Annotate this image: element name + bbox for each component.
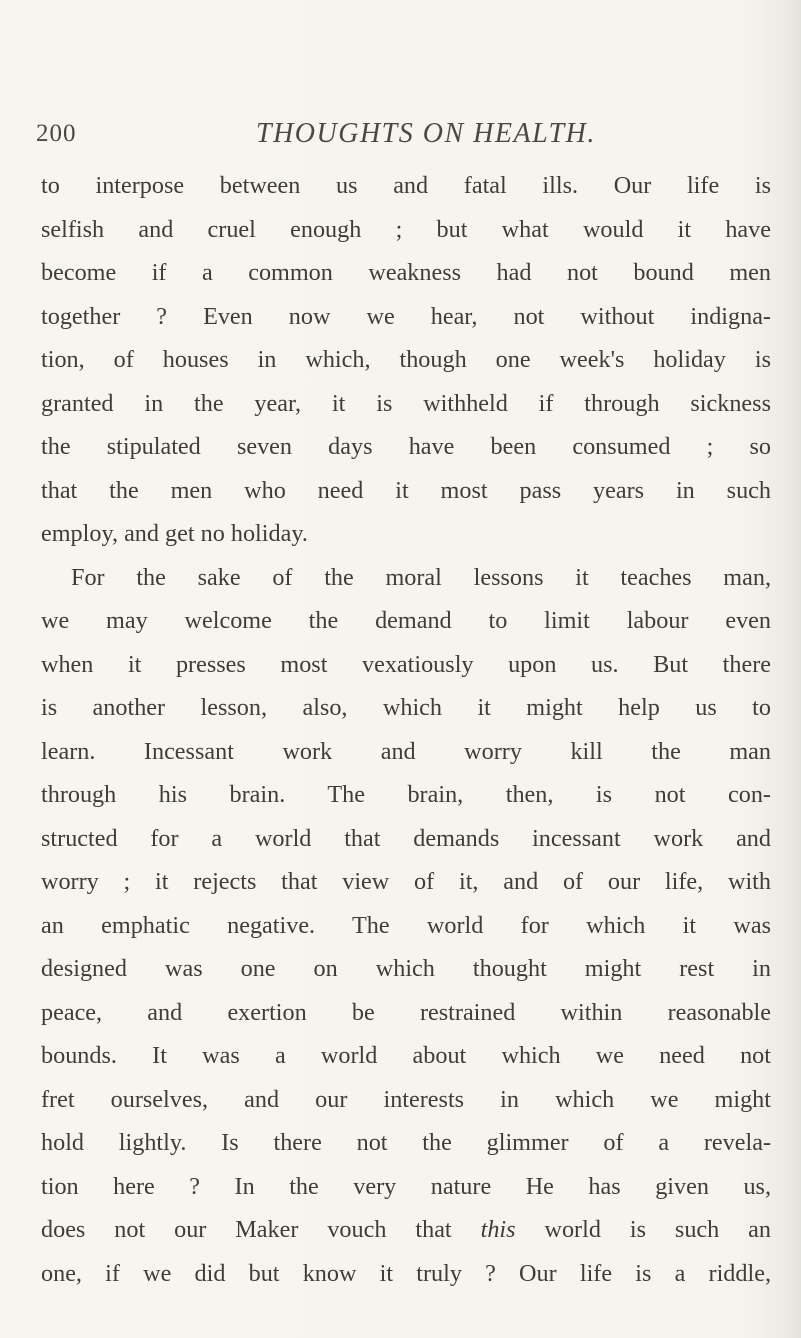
text-line: peace, and exertion be restrained within reasonable [41,998,771,1026]
page-number: 200 [36,120,77,147]
text-line: an emphatic negative. The world for which it was [41,911,771,939]
text-line: bounds. It was a world about which we need not [41,1042,771,1069]
text-line: we may welcome the demand to limit labour even [41,607,771,634]
text-line: learn. Incessant work and worry kill the man [41,737,771,765]
text-segment: world is such an [544,1216,772,1243]
text-line: one, if we did but know it truly ? Our life is a riddle, [41,1259,771,1287]
text-line: become if a common weakness had not bound men [41,259,771,286]
text-line: together ? Even now we hear, not without indigna- [41,302,771,330]
text-line [41,1208,771,1252]
page-header [36,120,776,160]
text-segment: does not our Maker vouch that [41,1216,452,1243]
body-text [41,164,771,1295]
text-line: to interpose between us and fatal ills. Our life is [41,172,771,199]
text-line: selfish and cruel enough ; but what would it have [41,215,771,243]
text-line: through his brain. The brain, then, is not con- [41,781,771,808]
text-line: For the sake of the moral lessons it teaches man, [71,563,771,591]
running-title: THOUGHTS ON HEALTH. [256,118,596,149]
text-line: tion, of houses in which, though one week's holiday is [41,346,771,373]
text-line: worry ; it rejects that view of it, and of our life, with [41,868,771,895]
text-line: that the men who need it most pass years in such [41,476,771,504]
text-line: the stipulated seven days have been consumed ; so [41,433,771,460]
text-line: is another lesson, also, which it might help us to [41,694,771,721]
text-line: employ, and get no holiday. [41,520,308,547]
text-line: granted in the year, it is withheld if through sickness [41,389,771,417]
text-line: hold lightly. Is there not the glimmer of a revela- [41,1129,771,1156]
text-line: when it presses most vexatiously upon us. But there [41,650,771,678]
text-line: tion here ? In the very nature He has given us, [41,1172,771,1200]
italic-word: this [480,1216,516,1243]
text-line: fret ourselves, and our interests in which we might [41,1085,771,1113]
text-line: structed for a world that demands incessant work and [41,824,771,852]
text-line: designed was one on which thought might rest in [41,955,771,982]
